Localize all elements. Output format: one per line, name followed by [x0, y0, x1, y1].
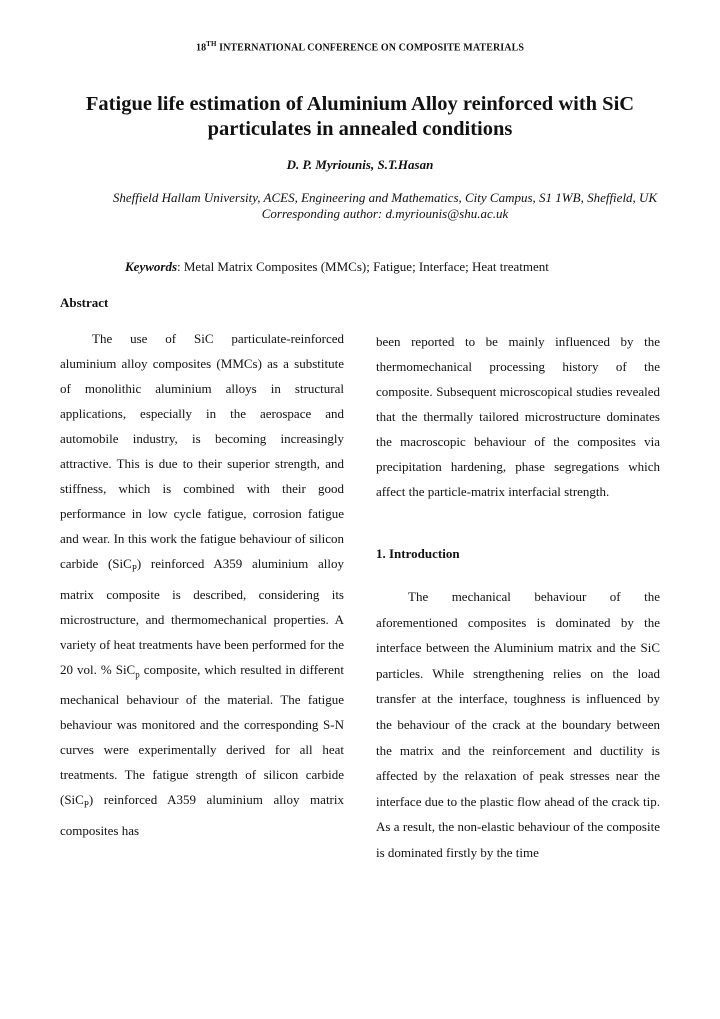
- introduction-heading: 1. Introduction: [376, 546, 460, 561]
- keywords-label: Keywords: [125, 259, 177, 274]
- header-text: INTERNATIONAL CONFERENCE ON COMPOSITE MATERIALS: [216, 42, 525, 54]
- abstract-text-3: composite, which resulted in different mechanical behaviour of the material. The fatigue behaviour was monitored and the corresponding S-N curves were experimentally derived for all heat treatments. The fatigue strength of silicon carbide (SiC: [60, 661, 344, 808]
- affiliation-address: Sheffield Hallam University, ACES, Engineering and Mathematics, City Campus, S1 1WB, Sheffield, UK: [112, 190, 658, 205]
- paper-title: Fatigue life estimation of Aluminium Alloy reinforced with SiC particulates in annealed conditions: [85, 93, 635, 140]
- abstract-right-column: been reported to be mainly influenced by the thermomechanical processing history of the composite. Subsequent microscopical studies revealed that the thermally tailored microstructure dominates the macroscopic behaviour of the composites via precipitation hardening, phase segregations which affect the particle-matrix interfacial strength.: [376, 334, 660, 499]
- abstract-text-1: The use of SiC particulate-reinforced aluminium alloy composites (MMCs) as a substitute of monolithic aluminium alloys in structural applications, especially in the aerospace and automobile industry, is becoming increasingly attractive. This is due to their superior strength, and stiffness, which is combined with their good performance in low cycle fatigue, corrosion fatigue and wear. In this work the fatigue behaviour of silicon carbide (SiC: [60, 331, 344, 571]
- keywords: [125, 259, 685, 275]
- abstract-heading: Abstract: [60, 295, 109, 310]
- abstract-sub-2: p: [135, 669, 140, 680]
- abstract-sub-3: P: [83, 799, 89, 810]
- keywords-text: : Metal Matrix Composites (MMCs); Fatigue; Interface; Heat treatment: [177, 259, 549, 274]
- introduction-text: The mechanical behaviour of the aforementioned composites is dominated by the interface between the Aluminium matrix and the SiC particles. While strengthening relies on the load transfer at the interface, toughness is influenced by the behaviour of the crack at the boundary between the matrix and the reinforcement and ductility is affected by the relaxation of peak stresses near the interface due to the plastic flow ahead of the crack tip. As a result, the non-elastic behaviour of the composite is dominated firstly by the time: [376, 589, 660, 860]
- header-ordinal: TH: [206, 40, 217, 48]
- abstract-left-column: [60, 326, 344, 843]
- header-number: 18: [195, 42, 207, 54]
- authors: D. P. Myriounis, S.T.Hasan: [286, 157, 434, 172]
- abstract-text-4: ) reinforced A359 aluminium alloy matrix composites has: [60, 792, 344, 838]
- corresponding-author: Corresponding author: d.myriounis@shu.ac.uk: [261, 206, 509, 221]
- running-header: [0, 40, 720, 53]
- abstract-text-2: ) reinforced A359 aluminium alloy matrix composite is described, considering its microstructure, and thermomechanical properties. A variety of heat treatments have been performed for the 20 vol. % SiC: [60, 556, 345, 677]
- abstract-sub-1: P: [131, 563, 137, 574]
- affiliation: [110, 190, 660, 222]
